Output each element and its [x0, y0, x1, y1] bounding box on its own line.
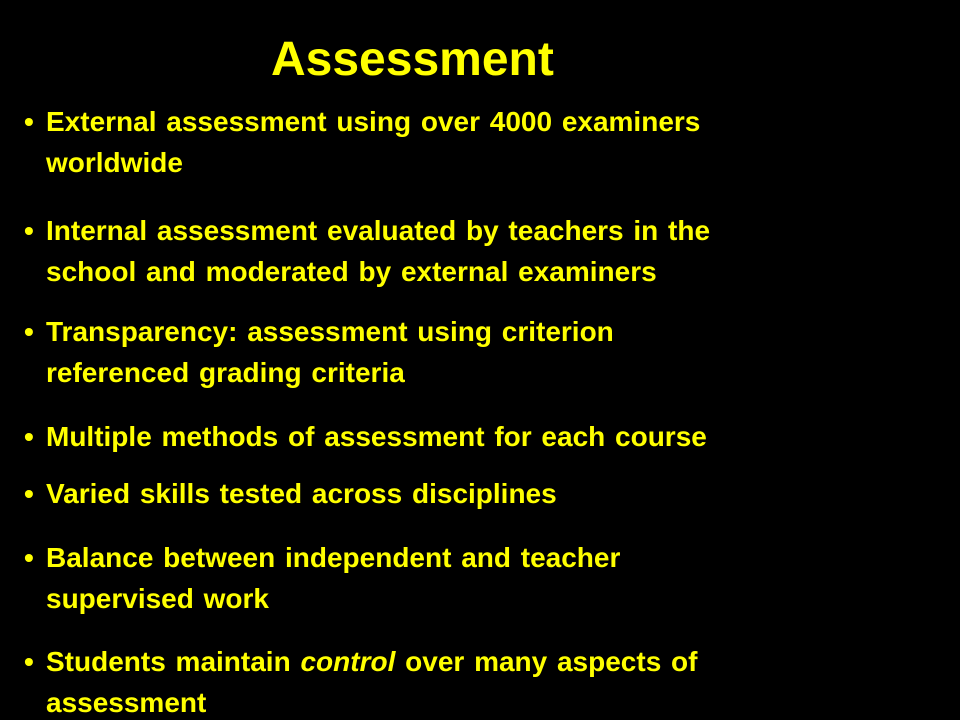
slide-title: Assessment	[271, 33, 554, 86]
bullet-line: Multiple methods of assessment for each course	[46, 421, 707, 452]
bullet-text	[46, 210, 960, 292]
bullet-text	[46, 311, 960, 393]
bullet-text	[46, 101, 960, 183]
bullet-line: Internal assessment evaluated by teachers in the	[46, 215, 711, 246]
bullet-text	[46, 416, 960, 457]
bullet-line: referenced grading criteria	[46, 357, 405, 388]
bullet-dot-icon: •	[24, 316, 34, 347]
emphasis-text: control	[300, 646, 396, 677]
bullet-text	[46, 473, 960, 514]
bullet-dot-icon: •	[24, 421, 34, 452]
bullet-text	[46, 641, 960, 720]
bullet-line: supervised work	[46, 583, 269, 614]
bullet-line: assessment	[46, 687, 207, 718]
bullet-line: Transparency: assessment using criterion	[46, 316, 614, 347]
bullet-line	[46, 641, 960, 682]
bullet-text-run: over many aspects of	[395, 646, 698, 677]
bullet-dot-icon: •	[24, 215, 34, 246]
bullet-dot-icon: •	[24, 542, 34, 573]
bullet-line: school and moderated by external examiners	[46, 256, 657, 287]
bullet-line: External assessment using over 4000 examiners	[46, 106, 701, 137]
bullet-text-run: Students maintain	[46, 646, 301, 677]
bullet-line: worldwide	[46, 147, 183, 178]
bullet-dot-icon: •	[24, 478, 34, 509]
bullet-text	[46, 537, 960, 619]
bullet-line: Varied skills tested across disciplines	[46, 478, 557, 509]
bullet-dot-icon: •	[24, 106, 34, 137]
bullet-line: Balance between independent and teacher	[46, 542, 621, 573]
bullet-dot-icon: •	[24, 646, 34, 677]
